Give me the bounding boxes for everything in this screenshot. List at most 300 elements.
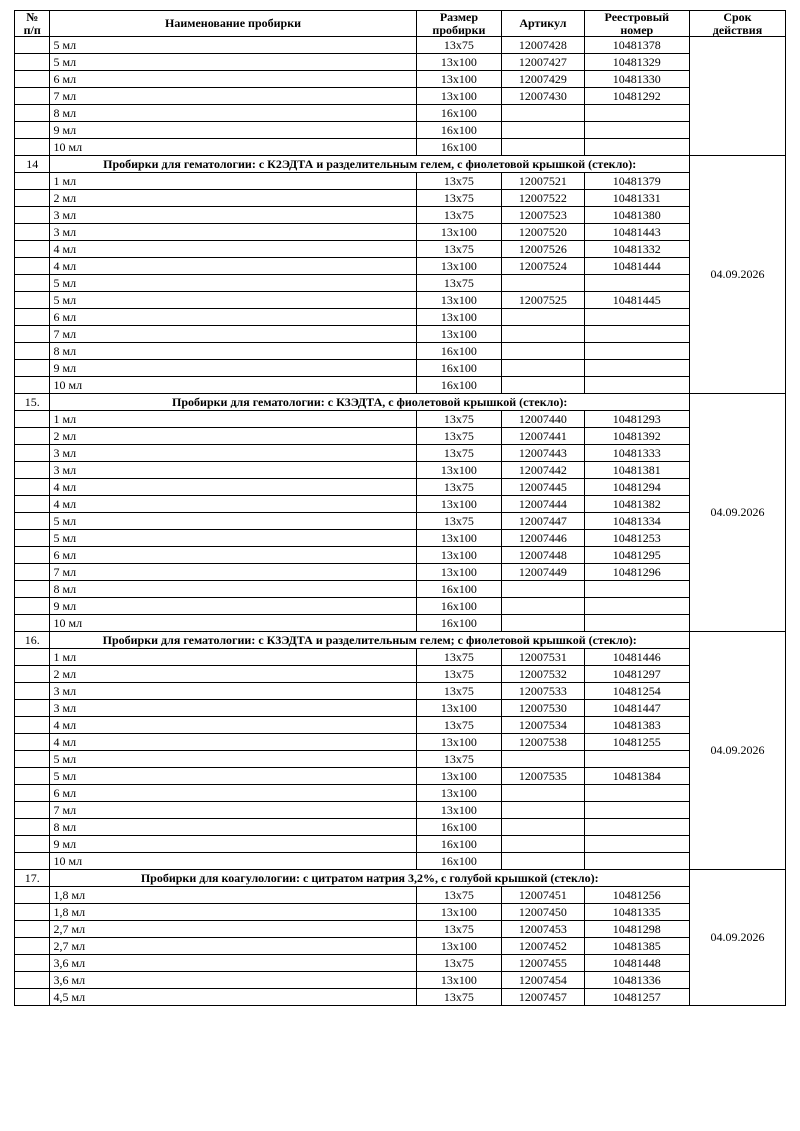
cell-size: 13x75	[416, 649, 502, 666]
row-number	[15, 751, 50, 768]
cell-registry-number: 10481384	[584, 768, 689, 785]
row-number	[15, 615, 50, 632]
column-header-registry-number	[584, 11, 689, 37]
column-header-validity-line2: действия	[712, 22, 763, 37]
cell-name: 1 мл	[50, 411, 416, 428]
cell-size: 13x75	[416, 666, 502, 683]
cell-article	[502, 122, 584, 139]
row-number	[15, 71, 50, 88]
table-row	[15, 207, 786, 224]
column-header-size-line2: пробирки	[432, 22, 486, 37]
cell-registry-number	[584, 343, 689, 360]
column-header-validity-line1: Срок	[723, 10, 752, 24]
table-row	[15, 547, 786, 564]
cell-article: 12007445	[502, 479, 584, 496]
cell-size: 13x100	[416, 224, 502, 241]
cell-size: 16x100	[416, 122, 502, 139]
table-row	[15, 360, 786, 377]
row-number	[15, 173, 50, 190]
cell-article: 12007429	[502, 71, 584, 88]
table-row	[15, 411, 786, 428]
table-row	[15, 938, 786, 955]
cell-name: 4 мл	[50, 258, 416, 275]
cell-registry-number: 10481445	[584, 292, 689, 309]
cell-size: 13x100	[416, 530, 502, 547]
cell-name: 2,7 мл	[50, 938, 416, 955]
group-title: Пробирки для гематологии: с К3ЭДТА, с фиолетовой крышкой (стекло):	[50, 394, 690, 411]
cell-article: 12007533	[502, 683, 584, 700]
cell-registry-number: 10481255	[584, 734, 689, 751]
cell-size: 13x75	[416, 479, 502, 496]
cell-article	[502, 751, 584, 768]
cell-registry-number	[584, 836, 689, 853]
cell-registry-number: 10481447	[584, 700, 689, 717]
cell-article: 12007454	[502, 972, 584, 989]
cell-name: 2 мл	[50, 666, 416, 683]
cell-registry-number: 10481329	[584, 54, 689, 71]
row-number	[15, 88, 50, 105]
cell-article	[502, 802, 584, 819]
row-number	[15, 139, 50, 156]
cell-name: 8 мл	[50, 343, 416, 360]
cell-validity-date: 04.09.2026	[689, 870, 785, 1006]
cell-name: 6 мл	[50, 785, 416, 802]
cell-size: 13x100	[416, 564, 502, 581]
table-row	[15, 71, 786, 88]
cell-registry-number: 10481256	[584, 887, 689, 904]
cell-size: 13x75	[416, 411, 502, 428]
row-number	[15, 309, 50, 326]
cell-registry-number: 10481443	[584, 224, 689, 241]
cell-size: 13x75	[416, 241, 502, 258]
cell-article: 12007523	[502, 207, 584, 224]
table-row	[15, 819, 786, 836]
table-row	[15, 343, 786, 360]
column-header-registry-line2: номер	[620, 22, 654, 37]
table-row	[15, 955, 786, 972]
cell-registry-number: 10481254	[584, 683, 689, 700]
cell-name: 1,8 мл	[50, 904, 416, 921]
cell-registry-number: 10481378	[584, 37, 689, 54]
row-number	[15, 224, 50, 241]
cell-name: 7 мл	[50, 88, 416, 105]
cell-name: 3 мл	[50, 700, 416, 717]
column-header-registry-line1: Реестровый	[604, 10, 670, 24]
row-number: 14	[15, 156, 50, 173]
table-row	[15, 309, 786, 326]
table-row	[15, 887, 786, 904]
cell-article: 12007440	[502, 411, 584, 428]
row-number	[15, 802, 50, 819]
table-row	[15, 972, 786, 989]
cell-article: 12007428	[502, 37, 584, 54]
row-number	[15, 717, 50, 734]
table-row	[15, 734, 786, 751]
row-number	[15, 377, 50, 394]
cell-validity-date: 04.09.2026	[689, 632, 785, 870]
cell-registry-number	[584, 581, 689, 598]
column-header-article-line1: Артикул	[519, 16, 567, 31]
table-row	[15, 258, 786, 275]
cell-name: 3 мл	[50, 207, 416, 224]
cell-article: 12007427	[502, 54, 584, 71]
cell-article	[502, 343, 584, 360]
table-row	[15, 649, 786, 666]
table-row	[15, 54, 786, 71]
table-header	[15, 11, 786, 37]
cell-registry-number	[584, 326, 689, 343]
cell-article: 12007455	[502, 955, 584, 972]
cell-registry-number: 10481333	[584, 445, 689, 462]
row-number	[15, 666, 50, 683]
row-number	[15, 887, 50, 904]
cell-size: 13x100	[416, 938, 502, 955]
cell-size: 16x100	[416, 836, 502, 853]
cell-size: 13x100	[416, 972, 502, 989]
cell-registry-number: 10481385	[584, 938, 689, 955]
group-header-row	[15, 870, 786, 887]
cell-size: 13x100	[416, 904, 502, 921]
cell-name: 8 мл	[50, 105, 416, 122]
cell-article	[502, 105, 584, 122]
table-row	[15, 190, 786, 207]
cell-size: 13x75	[416, 989, 502, 1006]
cell-article	[502, 275, 584, 292]
cell-article: 12007526	[502, 241, 584, 258]
row-number	[15, 462, 50, 479]
group-title: Пробирки для гематологии: с К2ЭДТА и разделительным гелем, с фиолетовой крышкой (стекло):	[50, 156, 690, 173]
table-row	[15, 785, 786, 802]
table-row	[15, 224, 786, 241]
cell-name: 1,8 мл	[50, 887, 416, 904]
column-header-number-line2: п/п	[23, 22, 41, 37]
table-row	[15, 479, 786, 496]
table-row	[15, 496, 786, 513]
table-row	[15, 666, 786, 683]
cell-article: 12007453	[502, 921, 584, 938]
table-row	[15, 326, 786, 343]
cell-size: 16x100	[416, 377, 502, 394]
cell-name: 2,7 мл	[50, 921, 416, 938]
table-row	[15, 428, 786, 445]
cell-name: 10 мл	[50, 853, 416, 870]
cell-size: 16x100	[416, 598, 502, 615]
cell-size: 16x100	[416, 615, 502, 632]
cell-name: 3 мл	[50, 224, 416, 241]
cell-name: 2 мл	[50, 428, 416, 445]
table-row	[15, 700, 786, 717]
cell-article: 12007444	[502, 496, 584, 513]
cell-registry-number	[584, 819, 689, 836]
cell-name: 9 мл	[50, 122, 416, 139]
table-row	[15, 836, 786, 853]
cell-registry-number: 10481444	[584, 258, 689, 275]
table-row	[15, 122, 786, 139]
cell-name: 7 мл	[50, 564, 416, 581]
cell-registry-number	[584, 785, 689, 802]
cell-registry-number: 10481298	[584, 921, 689, 938]
table-row	[15, 581, 786, 598]
group-header-row	[15, 156, 786, 173]
cell-name: 7 мл	[50, 326, 416, 343]
cell-name: 5 мл	[50, 530, 416, 547]
cell-article	[502, 377, 584, 394]
cell-article: 12007448	[502, 547, 584, 564]
row-number	[15, 428, 50, 445]
table-row	[15, 139, 786, 156]
cell-size: 13x100	[416, 785, 502, 802]
table-row	[15, 462, 786, 479]
cell-name: 10 мл	[50, 377, 416, 394]
cell-article: 12007525	[502, 292, 584, 309]
column-header-validity	[689, 11, 785, 37]
cell-article: 12007443	[502, 445, 584, 462]
group-title: Пробирки для гематологии: с К3ЭДТА и разделительным гелем; с фиолетовой крышкой (стекло):	[50, 632, 690, 649]
row-number	[15, 581, 50, 598]
cell-registry-number	[584, 122, 689, 139]
tube-registry-table	[14, 10, 786, 1006]
row-number	[15, 241, 50, 258]
cell-article	[502, 139, 584, 156]
cell-name: 4 мл	[50, 734, 416, 751]
cell-registry-number	[584, 751, 689, 768]
cell-article: 12007530	[502, 700, 584, 717]
cell-article: 12007430	[502, 88, 584, 105]
cell-size: 13x100	[416, 309, 502, 326]
cell-name: 4,5 мл	[50, 989, 416, 1006]
table-row	[15, 751, 786, 768]
cell-name: 3,6 мл	[50, 972, 416, 989]
cell-size: 13x75	[416, 955, 502, 972]
group-title: Пробирки для коагулологии: с цитратом натрия 3,2%, с голубой крышкой (стекло):	[50, 870, 690, 887]
cell-article	[502, 326, 584, 343]
table-row	[15, 564, 786, 581]
cell-registry-number: 10481293	[584, 411, 689, 428]
table-body	[15, 37, 786, 1006]
cell-size: 13x100	[416, 258, 502, 275]
cell-name: 4 мл	[50, 479, 416, 496]
row-number	[15, 343, 50, 360]
row-number	[15, 649, 50, 666]
table-row	[15, 292, 786, 309]
cell-article: 12007451	[502, 887, 584, 904]
row-number	[15, 292, 50, 309]
cell-name: 3 мл	[50, 462, 416, 479]
row-number	[15, 734, 50, 751]
cell-size: 13x75	[416, 513, 502, 530]
cell-size: 13x75	[416, 428, 502, 445]
cell-registry-number: 10481335	[584, 904, 689, 921]
cell-article: 12007534	[502, 717, 584, 734]
row-number	[15, 258, 50, 275]
table-row	[15, 904, 786, 921]
cell-validity-date: 04.09.2026	[689, 394, 785, 632]
cell-size: 13x75	[416, 887, 502, 904]
row-number	[15, 768, 50, 785]
row-number	[15, 190, 50, 207]
cell-name: 2 мл	[50, 190, 416, 207]
cell-name: 8 мл	[50, 819, 416, 836]
cell-name: 5 мл	[50, 37, 416, 54]
cell-article	[502, 819, 584, 836]
cell-name: 5 мл	[50, 768, 416, 785]
cell-registry-number: 10481446	[584, 649, 689, 666]
cell-name: 3 мл	[50, 683, 416, 700]
cell-size: 13x75	[416, 921, 502, 938]
table-row	[15, 513, 786, 530]
cell-registry-number	[584, 853, 689, 870]
cell-registry-number: 10481332	[584, 241, 689, 258]
table-row	[15, 717, 786, 734]
cell-name: 9 мл	[50, 360, 416, 377]
cell-article	[502, 853, 584, 870]
row-number	[15, 54, 50, 71]
column-header-article	[502, 11, 584, 37]
cell-size: 13x75	[416, 445, 502, 462]
cell-article	[502, 836, 584, 853]
table-row	[15, 615, 786, 632]
cell-name: 5 мл	[50, 292, 416, 309]
cell-size: 13x100	[416, 462, 502, 479]
cell-name: 10 мл	[50, 139, 416, 156]
table-header-row	[15, 11, 786, 37]
table-row	[15, 853, 786, 870]
table-row	[15, 445, 786, 462]
cell-size: 16x100	[416, 343, 502, 360]
cell-article	[502, 785, 584, 802]
cell-article: 12007447	[502, 513, 584, 530]
cell-name: 6 мл	[50, 309, 416, 326]
cell-size: 16x100	[416, 139, 502, 156]
table-row	[15, 37, 786, 54]
cell-validity-date	[689, 37, 785, 156]
row-number	[15, 530, 50, 547]
group-header-row	[15, 394, 786, 411]
row-number	[15, 122, 50, 139]
row-number	[15, 904, 50, 921]
row-number	[15, 989, 50, 1006]
cell-size: 13x100	[416, 496, 502, 513]
cell-registry-number	[584, 615, 689, 632]
cell-article: 12007521	[502, 173, 584, 190]
cell-registry-number	[584, 377, 689, 394]
row-number	[15, 275, 50, 292]
cell-registry-number: 10481336	[584, 972, 689, 989]
cell-registry-number: 10481294	[584, 479, 689, 496]
cell-registry-number	[584, 275, 689, 292]
row-number: 15.	[15, 394, 50, 411]
cell-registry-number	[584, 598, 689, 615]
cell-article	[502, 581, 584, 598]
cell-registry-number: 10481381	[584, 462, 689, 479]
cell-name: 4 мл	[50, 496, 416, 513]
cell-size: 13x100	[416, 71, 502, 88]
row-number	[15, 853, 50, 870]
cell-article: 12007531	[502, 649, 584, 666]
cell-registry-number: 10481257	[584, 989, 689, 1006]
table-row	[15, 173, 786, 190]
row-number	[15, 972, 50, 989]
column-header-name-line1: Наименование пробирки	[165, 16, 302, 31]
cell-article: 12007535	[502, 768, 584, 785]
cell-name: 6 мл	[50, 71, 416, 88]
cell-article: 12007452	[502, 938, 584, 955]
cell-registry-number: 10481253	[584, 530, 689, 547]
cell-article: 12007449	[502, 564, 584, 581]
cell-article: 12007446	[502, 530, 584, 547]
cell-size: 13x75	[416, 37, 502, 54]
row-number	[15, 836, 50, 853]
cell-name: 4 мл	[50, 241, 416, 258]
table-row	[15, 989, 786, 1006]
cell-name: 1 мл	[50, 173, 416, 190]
cell-size: 13x75	[416, 190, 502, 207]
cell-size: 13x100	[416, 292, 502, 309]
row-number	[15, 683, 50, 700]
cell-name: 9 мл	[50, 598, 416, 615]
cell-size: 13x100	[416, 547, 502, 564]
table-row	[15, 275, 786, 292]
cell-name: 7 мл	[50, 802, 416, 819]
row-number	[15, 207, 50, 224]
table-row	[15, 105, 786, 122]
table-row	[15, 598, 786, 615]
table-row	[15, 683, 786, 700]
cell-name: 8 мл	[50, 581, 416, 598]
column-header-number-line1: №	[26, 10, 39, 24]
row-number	[15, 479, 50, 496]
cell-article	[502, 360, 584, 377]
cell-registry-number	[584, 309, 689, 326]
cell-size: 13x75	[416, 717, 502, 734]
cell-registry-number	[584, 139, 689, 156]
cell-registry-number: 10481330	[584, 71, 689, 88]
cell-size: 13x75	[416, 207, 502, 224]
cell-article	[502, 615, 584, 632]
cell-name: 3 мл	[50, 445, 416, 462]
cell-article: 12007520	[502, 224, 584, 241]
row-number	[15, 938, 50, 955]
cell-name: 5 мл	[50, 513, 416, 530]
cell-registry-number	[584, 360, 689, 377]
cell-article	[502, 309, 584, 326]
row-number	[15, 513, 50, 530]
table-row	[15, 530, 786, 547]
row-number	[15, 598, 50, 615]
cell-name: 10 мл	[50, 615, 416, 632]
row-number	[15, 496, 50, 513]
cell-size: 16x100	[416, 360, 502, 377]
table-row	[15, 768, 786, 785]
row-number: 16.	[15, 632, 50, 649]
cell-registry-number: 10481379	[584, 173, 689, 190]
cell-size: 13x100	[416, 54, 502, 71]
row-number	[15, 105, 50, 122]
cell-size: 13x100	[416, 88, 502, 105]
cell-article: 12007441	[502, 428, 584, 445]
cell-name: 6 мл	[50, 547, 416, 564]
cell-name: 5 мл	[50, 54, 416, 71]
cell-size: 16x100	[416, 853, 502, 870]
row-number	[15, 547, 50, 564]
cell-registry-number: 10481380	[584, 207, 689, 224]
cell-article: 12007524	[502, 258, 584, 275]
cell-article: 12007532	[502, 666, 584, 683]
cell-article: 12007538	[502, 734, 584, 751]
row-number	[15, 445, 50, 462]
cell-article: 12007442	[502, 462, 584, 479]
cell-article	[502, 598, 584, 615]
